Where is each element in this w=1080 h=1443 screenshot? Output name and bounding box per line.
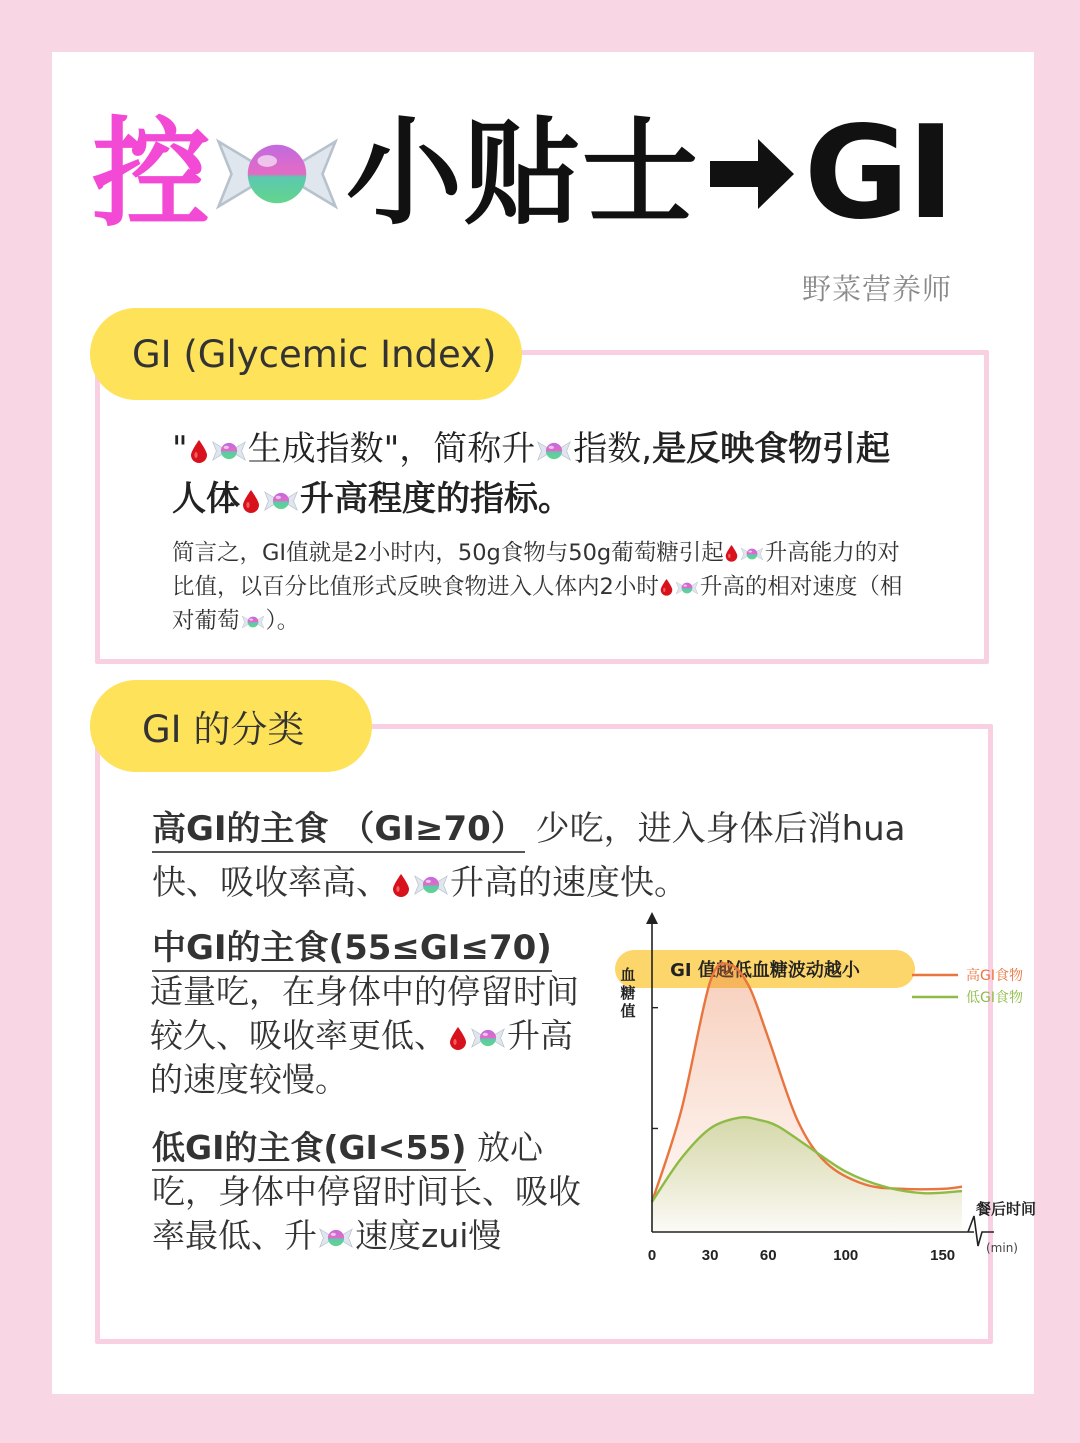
definition-emphasis: 是反映食物引起人体	[172, 429, 891, 519]
candy-icon	[318, 1225, 354, 1251]
legend-label: 高GI食物	[966, 968, 1023, 984]
x-tick-label: 150	[930, 1247, 956, 1264]
candy-icon	[536, 438, 572, 464]
x-tick-label: 100	[833, 1247, 859, 1264]
definition-text	[172, 424, 912, 524]
definition-part: 生成指数"，简称升	[247, 429, 536, 469]
section-pill-gi: GI (Glycemic Index)	[90, 308, 522, 400]
title-row	[92, 99, 953, 248]
high-gi-text	[152, 802, 952, 910]
mid-gi-text	[150, 970, 590, 1102]
x-tick-label: 30	[701, 1247, 719, 1264]
candy-icon	[263, 488, 299, 514]
candy-icon	[241, 613, 265, 631]
definition-emphasis: 升高程度的指标。	[300, 479, 572, 519]
blood-drop-icon	[392, 873, 410, 897]
high-gi-desc: 升高的速度快。	[450, 863, 688, 903]
blood-drop-icon	[660, 578, 673, 596]
blood-drop-icon	[725, 544, 738, 562]
y-axis-label-char: 值	[620, 1002, 636, 1020]
detail-part: 升高的相对速度（相对葡萄	[172, 574, 903, 634]
definition-part: "	[172, 429, 188, 469]
gi-chart	[562, 900, 1037, 1270]
section-pill-classification: GI 的分类	[90, 680, 372, 772]
candy-icon	[211, 438, 247, 464]
low-gi-text	[152, 1126, 582, 1258]
title-kong: 控	[92, 105, 211, 243]
high-gi-heading: 高GI的主食 （GI≥70）	[152, 809, 525, 853]
detail-part: 升高能力的对比值，以百分比值形式反映食物进入人体内2小时	[172, 540, 900, 600]
blood-drop-icon	[242, 489, 260, 513]
candy-icon	[470, 1025, 506, 1051]
y-axis-label-char: 血	[620, 966, 636, 984]
x-tick-label: 0	[647, 1247, 657, 1264]
chart-title: GI 值越低血糖波动越小	[615, 950, 915, 988]
mid-gi-heading: 中GI的主食(55≤GI≤70)	[152, 928, 552, 972]
definition-detail	[172, 536, 912, 638]
blood-drop-icon	[190, 439, 208, 463]
mid-gi-desc: 适量吃，在身体中的停留时间较久、吸收率更低、	[150, 972, 579, 1055]
blood-drop-icon	[449, 1026, 467, 1050]
x-tick-label: 60	[759, 1247, 777, 1264]
detail-part: 简言之，GI值就是2小时内，50g食物与50g葡萄糖引起	[172, 540, 724, 566]
content-card	[52, 52, 1037, 1394]
mid-gi-desc: 升高的速度较慢。	[150, 1016, 573, 1099]
candy-icon	[212, 114, 342, 234]
candy-icon	[740, 545, 764, 563]
candy-icon	[675, 579, 699, 597]
x-axis-unit: (min)	[986, 1241, 1018, 1255]
title-gi: GI	[804, 99, 953, 248]
high-gi-desc: 少吃，进入身体后消hua快、吸收率高、	[152, 809, 906, 903]
mid-gi-heading-wrap	[152, 920, 552, 969]
page-title: 小贴士	[346, 106, 701, 241]
arrow-right-icon	[706, 129, 798, 219]
detail-part: ）。	[265, 608, 300, 634]
low-gi-heading: 低GI的主食(GI<55)	[152, 1128, 466, 1171]
legend-label: 低GI食物	[966, 990, 1023, 1006]
candy-icon	[413, 872, 449, 898]
definition-part: 指数,	[573, 429, 653, 469]
low-gi-desc: 放心吃，身体中停留时间长、吸收率最低、升	[152, 1128, 581, 1255]
x-axis-label: 餐后时间	[976, 1200, 1037, 1218]
y-axis-label-char: 糖	[620, 984, 636, 1002]
low-gi-desc: 速度zui慢	[355, 1216, 502, 1255]
author-name: 野菜营养师	[801, 272, 952, 306]
y-axis-arrow	[646, 912, 658, 924]
